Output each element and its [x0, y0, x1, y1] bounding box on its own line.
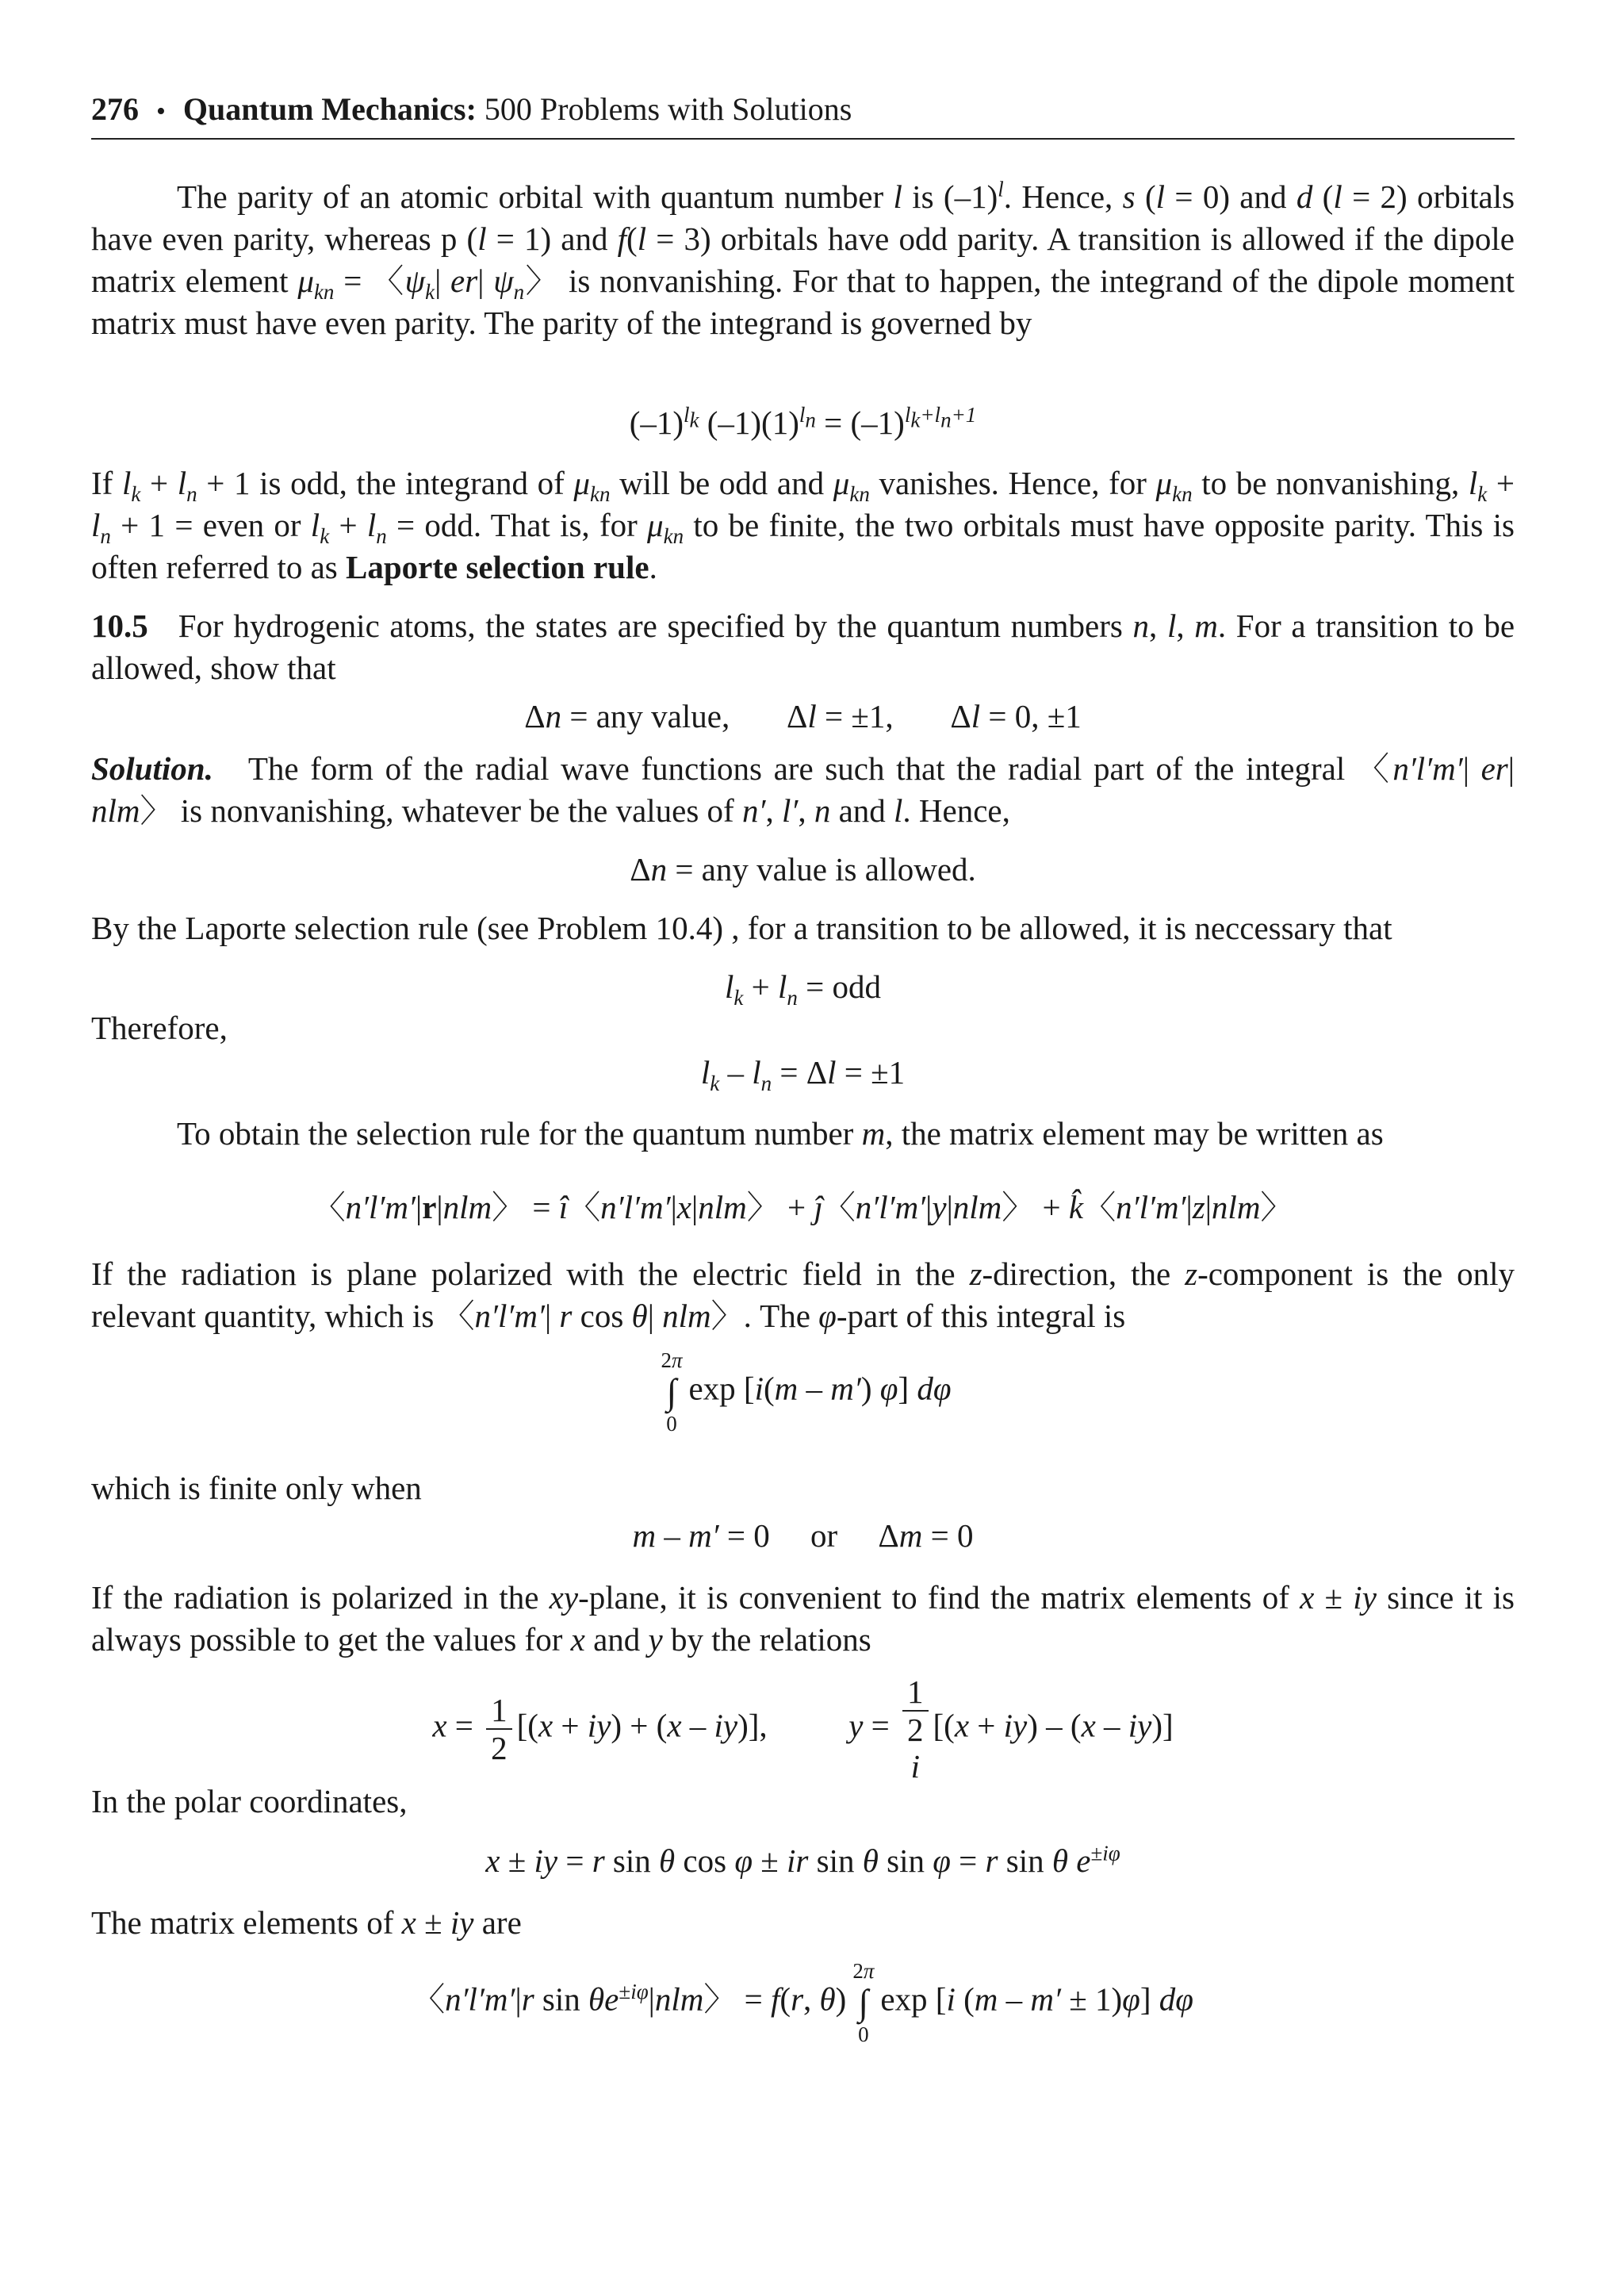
- equation-lk-minus-ln: $l_k - l_n = \Delta l = \pm 1$: [700, 1054, 906, 1096]
- paragraph-laporte: If $l_k + l_n + 1$ is odd, the integrand of $\mu_{kn}$ will be odd and $\mu_{kn}$ vanishes. Hence, for $\mu_{kn}$ to be nonvanishing, $l_k + l_n + 1$ = even or $l_k + l_n$ = odd. That is, for $\mu_{kn}$ to be finite, the two orbitals must have opposite parity. This is often referred to as Laporte selection rule.: [91, 465, 1515, 585]
- paragraph-matrix-elements: The matrix elements of x ± iy are: [91, 1904, 522, 1941]
- therefore-label: Therefore,: [91, 1010, 228, 1046]
- paragraph-xy-polarized: If the radiation is polarized in the xy-plane, it is convenient to find the matrix elements of x ± iy since it is always possible to get the values for x and y by the relations: [91, 1579, 1515, 1658]
- paragraph-polar: In the polar coordinates,: [91, 1783, 408, 1819]
- paragraph-laporte-reference: By the Laporte selection rule (see Problem 10.4) , for a transition to be allowed, it is neccessary that: [91, 910, 1392, 946]
- page-number: 276: [91, 91, 139, 127]
- running-header: [91, 89, 1515, 140]
- equation-xy-matrix-element: 〈n′l′m′|r $\sin \theta e^{\pm i\varphi}|nlm$〉 = f(r, θ)2π ∫ 0exp [i (m – m′ ± 1)φ] dφ: [412, 1959, 1193, 2046]
- equation-matrix-components: 〈n′l′m′|r|nlm〉 = î〈n′l′m′|x|nlm〉 + ĵ〈n′l′m′|y|nlm〉 + k̂〈n′l′m′|z|nlm〉: [312, 1189, 1293, 1225]
- header-bullet: •: [156, 97, 166, 126]
- book-subtitle: 500 Problems with Solutions: [484, 91, 852, 127]
- equation-x-y-relations: x = $\frac{1}{2}$ [(x + iy) + (x – iy)], y = 1 2 i [(x + iy) – (x – iy)]: [432, 1673, 1174, 1785]
- solution-paragraph: Solution. The form of the radial wave functions are such that the radial part of the integral 〈n′l′m′| er| nlm〉 is nonvanishing, whatever be the values of n′, l′, n and l. Hence,: [91, 750, 1515, 829]
- paragraph-m-selection: To obtain the selection rule for the quantum number m, the matrix element may be written as: [177, 1115, 1384, 1152]
- equation-polar-form: x ± iy = r sin θ cos φ ± ir sin θ sin φ = r sin θ $e^{\pm i\varphi}$: [485, 1841, 1120, 1879]
- paragraph-parity-intro: The parity of an atomic orbital with quantum number l is $(-1)^l$. Hence, s (l = 0) and d (l = 2) orbitals have even parity, whereas p (l = 1) and f(l = 3) orbitals have odd parity. A transition is allowed if the dipole matrix element $\mu_{kn}$ = 〈$\psi_k|$ er| $\psi_n$〉 is nonvanishing. For that to happen, the integrand of the dipole moment matrix must have even parity. The parity of the integrand is governed by: [91, 177, 1515, 341]
- equation-lk-plus-ln: $l_k + l_n$ = odd: [724, 968, 882, 1010]
- equation-parity-product: $(-1)^{l_k}$ $(-1)(1)^{l_n} = (-1)^{l_k+l_n+1}$: [629, 403, 977, 441]
- equation-delta-m: m – m′ = 0 or Δm = 0: [632, 1517, 974, 1554]
- equation-selection-rules: Δn = any value, Δl = ±1, Δl = 0, ±1: [524, 698, 1082, 734]
- paragraph-finite-when: which is finite only when: [91, 1470, 422, 1506]
- book-title: Quantum Mechanics:: [182, 91, 477, 127]
- paragraph-z-polarized: If the radiation is plane polarized with the electric field in the z-direction, the z-component is the only relevant quantity, which is 〈n′l′m′| r cos θ| nlm〉. The φ-part of this integral is: [91, 1256, 1515, 1334]
- equation-phi-integral: 2π ∫ 0exp [i(m – m′) φ] dφ: [661, 1348, 952, 1436]
- equation-delta-n: Δn = any value is allowed.: [630, 851, 976, 888]
- problem-10-5: 10.5 For hydrogenic atoms, the states are specified by the quantum numbers n, l, m. For a transition to be allowed, show that: [91, 608, 1515, 686]
